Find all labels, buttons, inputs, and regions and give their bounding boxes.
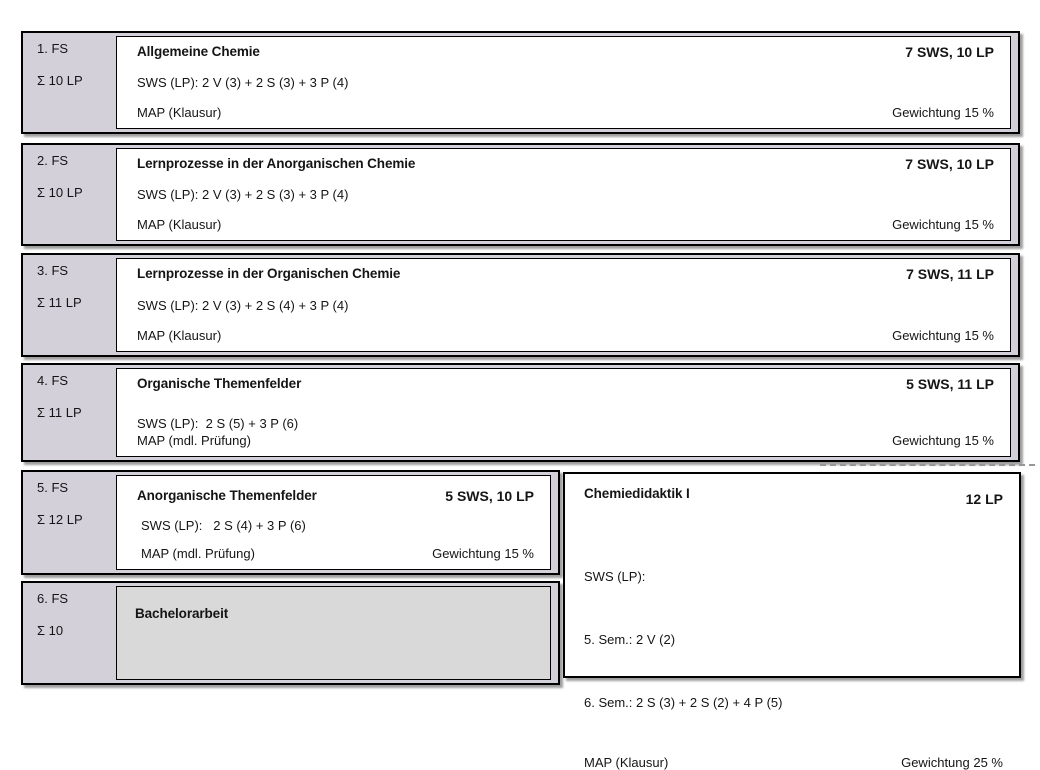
semester-cell-6: [23, 583, 116, 683]
map-label: MAP (mdl. Prüfung): [137, 433, 251, 448]
sws-sem6-detail: 6. Sem.: 2 S (3) + 2 S (2) + 4 P (5): [584, 695, 783, 710]
map-label: MAP (Klausur): [137, 217, 222, 232]
semester-cell-2: [23, 145, 116, 244]
module-title: Lernprozesse in der Anorganischen Chemie: [137, 156, 416, 171]
credit-sum-label: Σ 11 LP: [37, 295, 82, 310]
module-row-4: [21, 363, 1020, 462]
weight-label: Gewichtung 15 %: [892, 433, 994, 448]
weight-label: Gewichtung 15 %: [432, 546, 534, 561]
semester-cell-5: [23, 472, 116, 573]
map-label: MAP (Klausur): [137, 105, 222, 120]
module-credits: 5 SWS, 11 LP: [906, 376, 994, 392]
weight-label: Gewichtung 15 %: [892, 217, 994, 232]
module-row-5: [21, 470, 560, 575]
weight-label: Gewichtung 15 %: [892, 105, 994, 120]
module-title: Bachelorarbeit: [135, 606, 229, 621]
credit-sum-label: Σ 10: [37, 623, 64, 638]
semester-label: 2. FS: [37, 153, 69, 168]
module-credits: 7 SWS, 10 LP: [905, 156, 994, 172]
module-box-lernprozesse-organisch: [116, 258, 1011, 352]
map-label: MAP (Klausur): [137, 328, 222, 343]
semester-label: 5. FS: [37, 480, 69, 495]
semester-cell-3: [23, 255, 116, 355]
semester-label: 4. FS: [37, 373, 69, 388]
weight-label: Gewichtung 15 %: [892, 328, 994, 343]
semester-cell-4: [23, 365, 116, 460]
semester-cell-1: [23, 33, 116, 132]
module-box-lernprozesse-anorganisch: [116, 148, 1011, 241]
sws-sem5-detail: 5. Sem.: 2 V (2): [584, 632, 676, 647]
module-title: Chemiedidaktik I: [584, 486, 690, 501]
module-box-organische-themenfelder: [116, 368, 1011, 457]
credit-sum-label: Σ 10 LP: [37, 73, 83, 88]
sws-detail: SWS (LP): 2 S (5) + 3 P (6): [137, 416, 299, 431]
module-box-anorganische-themenfelder: [116, 475, 551, 570]
module-row-3: [21, 253, 1020, 357]
module-credits: 7 SWS, 11 LP: [906, 266, 994, 282]
module-credits: 5 SWS, 10 LP: [445, 488, 534, 504]
semester-label: 3. FS: [37, 263, 69, 278]
module-box-bachelorarbeit: [116, 586, 551, 680]
semester-label: 6. FS: [37, 591, 69, 606]
sws-detail: SWS (LP): 2 V (3) + 2 S (3) + 3 P (4): [137, 75, 349, 90]
module-credits: 12 LP: [965, 491, 1003, 507]
sws-detail: SWS (LP): 2 V (3) + 2 S (3) + 3 P (4): [137, 187, 349, 202]
module-box-chemiedidaktik: [563, 472, 1021, 770]
sws-detail: SWS (LP): 2 V (3) + 2 S (4) + 3 P (4): [137, 297, 349, 313]
sws-detail: SWS (LP): 2 S (4) + 3 P (6): [141, 517, 306, 533]
module-row-1: [21, 31, 1020, 134]
semester-label: 1. FS: [37, 41, 69, 56]
map-label: MAP (mdl. Prüfung): [141, 546, 255, 561]
module-row-6: [21, 581, 560, 685]
module-credits: 7 SWS, 10 LP: [905, 44, 994, 60]
module-title: Organische Themenfelder: [137, 376, 302, 391]
module-row-2: [21, 143, 1020, 246]
module-title: Anorganische Themenfelder: [137, 488, 317, 503]
module-title: Allgemeine Chemie: [137, 44, 260, 59]
credit-sum-label: Σ 11 LP: [37, 405, 82, 420]
weight-label: Gewichtung 25 %: [901, 755, 1003, 770]
module-title: Lernprozesse in der Organischen Chemie: [137, 266, 401, 281]
map-label: MAP (Klausur): [584, 755, 669, 770]
dashed-continuation-line: [820, 464, 1035, 466]
module-box-allgemeine-chemie: [116, 36, 1011, 129]
credit-sum-label: Σ 10 LP: [37, 185, 83, 200]
credit-sum-label: Σ 12 LP: [37, 512, 83, 527]
sws-label: SWS (LP):: [584, 569, 646, 584]
